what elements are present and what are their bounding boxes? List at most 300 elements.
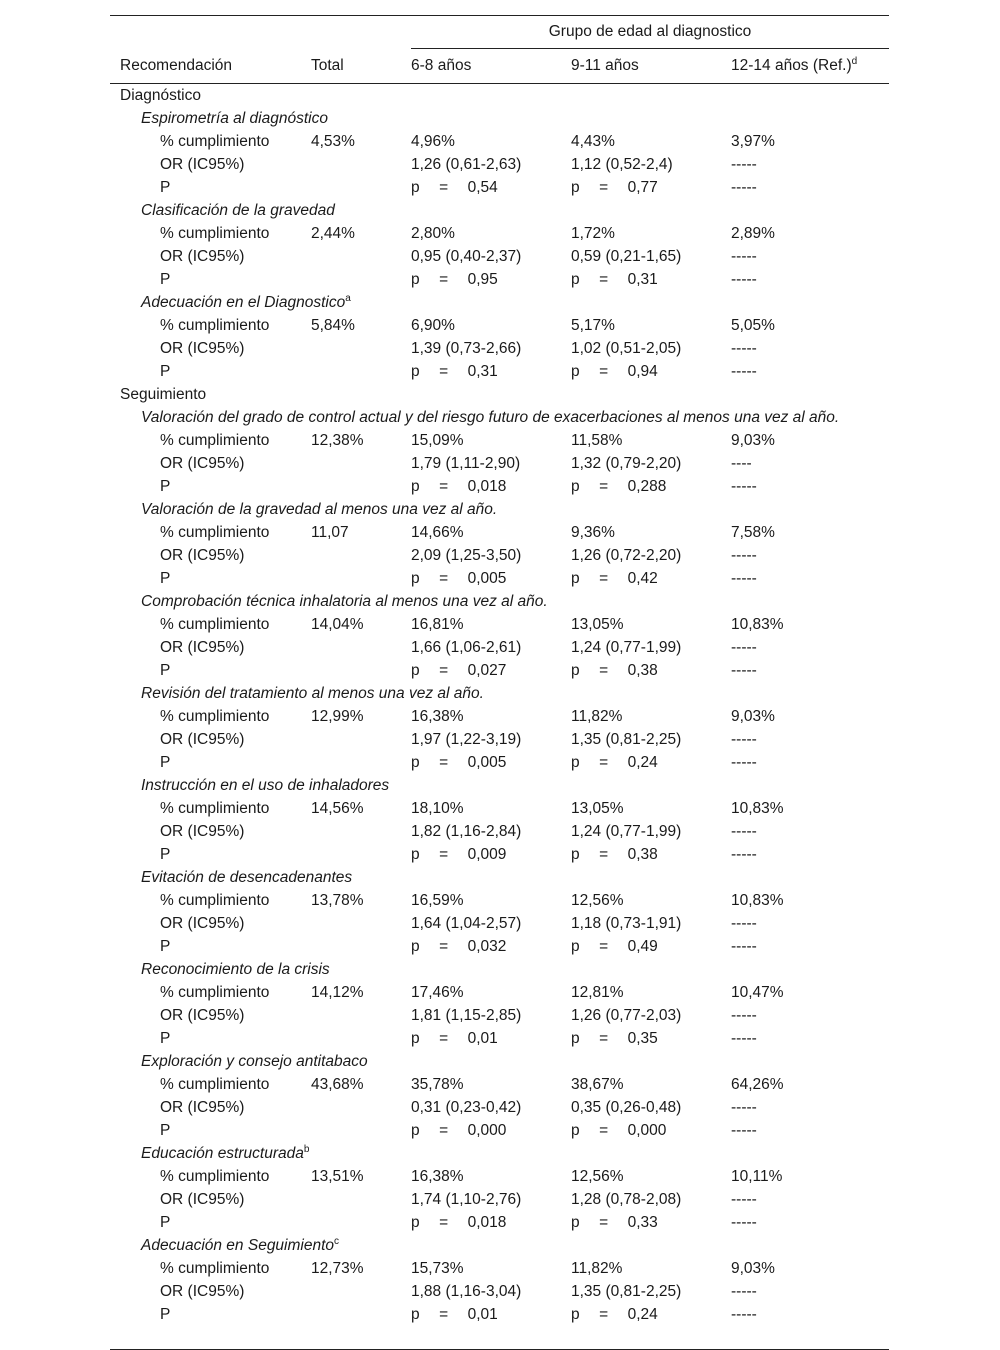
total-value: 4,53% [311,133,355,150]
age-group-header: Grupo de edad al diagnostico [411,16,889,49]
group-12-14-value: ----- [731,1191,757,1208]
p-symbol: p [571,846,580,863]
row-label: OR (IC95%) [160,340,245,357]
group-6-8-value: 15,73% [411,1260,464,1277]
p-symbol: p [571,1306,580,1323]
equals-symbol: = [599,271,609,288]
total-value: 12,73% [311,1260,364,1277]
group-12-14-value: ----- [731,1306,757,1323]
group-9-11-value: 0,59 (0,21-1,65) [571,248,682,265]
row-label: OR (IC95%) [160,248,245,265]
p-value: 0,95 [467,271,498,288]
recommendation-row [110,1142,889,1165]
group-6-8-value: 6,90% [411,317,455,334]
equals-symbol: = [439,938,449,955]
group-12-14-value: ----- [731,823,757,840]
recommendation-name [110,406,889,429]
group-12-14-value: ----- [731,1283,757,1300]
p-value: 0,000 [627,1122,667,1139]
p-value: 0,31 [467,363,498,380]
odds-ratio-row [110,337,889,360]
equals-symbol: = [439,1030,449,1047]
total-value: 13,78% [311,892,364,909]
recommendation-name [110,291,889,314]
recommendation-name [110,682,889,705]
total-value: 14,56% [311,800,364,817]
recommendation-label: Educación estructurada [141,1145,304,1162]
group-6-8-value: 1,79 (1,11-2,90) [411,455,521,472]
group-12-14-value: ----- [731,478,757,495]
group-9-11-value: 12,56% [571,892,624,909]
group-12-14-value: ----- [731,846,757,863]
group-12-14-value: ----- [731,363,757,380]
recommendation-row [110,291,889,314]
p-value-row [110,1303,889,1326]
row-label: OR (IC95%) [160,823,245,840]
p-value-row [110,1211,889,1234]
equals-symbol: = [439,478,449,495]
odds-ratio-row [110,1004,889,1027]
p-symbol: p [411,1306,420,1323]
p-symbol: p [571,938,580,955]
compliance-row [110,705,889,728]
row-label: P [160,662,171,679]
group-6-8-value: 2,09 (1,25-3,50) [411,547,522,564]
equals-symbol: = [599,1214,609,1231]
compliance-row [110,1165,889,1188]
group-9-11-value [571,475,731,498]
group-12-14-value: 9,03% [731,432,775,449]
group-6-8-value: 16,38% [411,708,464,725]
p-value-row [110,567,889,590]
compliance-row [110,981,889,1004]
p-value: 0,49 [627,938,658,955]
p-symbol: p [411,179,420,196]
p-symbol: p [411,846,420,863]
row-label: OR (IC95%) [160,1191,245,1208]
row-label: % cumplimiento [160,133,270,150]
recommendation-name [110,866,889,889]
row-label: P [160,478,171,495]
row-label: % cumplimiento [160,800,270,817]
row-label: OR (IC95%) [160,915,245,932]
row-label: P [160,570,171,587]
group-6-8-value [411,567,571,590]
group-12-14-value: 10,83% [731,892,784,909]
row-label: % cumplimiento [160,708,270,725]
group-6-8-value: 1,81 (1,15-2,85) [411,1007,522,1024]
recommendation-name [110,107,889,130]
group-12-14-value: ----- [731,1007,757,1024]
odds-ratio-row [110,452,889,475]
equals-symbol: = [599,754,609,771]
odds-ratio-row [110,245,889,268]
group-6-8-value [411,268,571,291]
group-6-8-value [411,1119,571,1142]
compliance-row [110,889,889,912]
p-value: 0,018 [467,1214,507,1231]
group-9-11-value: 1,24 (0,77-1,99) [571,823,682,840]
equals-symbol: = [439,570,449,587]
p-value: 0,032 [467,938,507,955]
group-6-8-value: 18,10% [411,800,464,817]
row-label: % cumplimiento [160,1168,270,1185]
recommendation-name [110,1050,889,1073]
row-label: P [160,363,171,380]
group-6-8-value [411,360,571,383]
group-12-14-value: ----- [731,1099,757,1116]
recommendation-label: Adecuación en Seguimiento [141,1237,335,1254]
equals-symbol: = [439,179,449,196]
group-9-11-value: 38,67% [571,1076,624,1093]
group-12-14-value: 10,47% [731,984,784,1001]
group-6-8-value: 16,59% [411,892,464,909]
equals-symbol: = [439,1214,449,1231]
group-6-8-value [411,659,571,682]
group-9-11-value [571,268,731,291]
p-value: 0,018 [467,478,507,495]
group-6-8-value: 14,66% [411,524,464,541]
recommendation-name [110,1234,889,1257]
odds-ratio-row [110,820,889,843]
group-9-11-value: 12,56% [571,1168,624,1185]
col-total-header: Total [311,49,411,84]
group-12-14-value: ----- [731,179,757,196]
col-6-8-header: 6-8 años [411,49,571,84]
group-12-14-value: 7,58% [731,524,775,541]
group-9-11-value [571,1027,731,1050]
p-symbol: p [571,179,580,196]
row-label: P [160,1030,171,1047]
total-value: 12,99% [311,708,364,725]
group-12-14-value: ----- [731,570,757,587]
p-symbol: p [411,1214,420,1231]
row-label: OR (IC95%) [160,455,245,472]
recommendation-row [110,866,889,889]
footnote-marker: b [303,1144,310,1155]
recommendation-row [110,1234,889,1257]
group-12-14-value: ----- [731,662,757,679]
odds-ratio-row [110,912,889,935]
row-label: OR (IC95%) [160,156,245,173]
group-12-14-value: 64,26% [731,1076,784,1093]
group-12-14-value: 3,97% [731,133,775,150]
row-label: % cumplimiento [160,1260,270,1277]
group-6-8-value: 16,81% [411,616,464,633]
group-9-11-value [571,843,731,866]
group-9-11-value [571,751,731,774]
group-6-8-value [411,843,571,866]
group-9-11-value [571,176,731,199]
odds-ratio-row [110,1096,889,1119]
recommendation-name [110,774,889,797]
p-value: 0,42 [627,570,658,587]
group-6-8-value: 4,96% [411,133,455,150]
group-6-8-value: 0,95 (0,40-2,37) [411,248,522,265]
p-value: 0,77 [627,179,658,196]
group-9-11-value: 13,05% [571,800,624,817]
group-6-8-value: 1,88 (1,16-3,04) [411,1283,522,1300]
p-symbol: p [571,754,580,771]
equals-symbol: = [599,570,609,587]
group-9-11-value: 11,82% [571,1260,623,1277]
group-6-8-value: 15,09% [411,432,464,449]
row-label: P [160,1306,171,1323]
group-12-14-value: ----- [731,248,757,265]
row-label: P [160,754,171,771]
p-symbol: p [571,363,580,380]
group-12-14-value: ----- [731,547,757,564]
p-value-row [110,659,889,682]
compliance-row [110,314,889,337]
group-12-14-value: 10,83% [731,800,784,817]
recommendation-label: Reconocimiento de la crisis [141,961,330,978]
recommendation-row [110,682,889,705]
col-recommendation-header: Recomendación [110,49,311,84]
group-12-14-value: ---- [731,455,752,472]
total-value: 43,68% [311,1076,364,1093]
group-12-14-value: ----- [731,754,757,771]
group-9-11-value: 12,81% [571,984,624,1001]
group-12-14-value: ----- [731,639,757,656]
compliance-row [110,797,889,820]
p-value: 0,009 [467,846,507,863]
section-row [110,84,889,108]
group-9-11-value: 5,17% [571,317,615,334]
col-9-11-header: 9-11 años [571,49,731,84]
group-12-14-value: 2,89% [731,225,775,242]
group-9-11-value: 1,24 (0,77-1,99) [571,639,682,656]
group-9-11-value: 0,35 (0,26-0,48) [571,1099,682,1116]
group-6-8-value: 16,38% [411,1168,464,1185]
group-6-8-value: 1,82 (1,16-2,84) [411,823,522,840]
group-12-14-value: ----- [731,340,757,357]
total-value: 13,51% [311,1168,364,1185]
row-label: OR (IC95%) [160,1099,245,1116]
row-label: P [160,179,171,196]
group-12-14-value: 9,03% [731,1260,775,1277]
row-label: P [160,1214,171,1231]
col-12-14-header [731,49,889,84]
group-9-11-value: 1,32 (0,79-2,20) [571,455,682,472]
table-body [110,84,889,1350]
row-label: % cumplimiento [160,1076,270,1093]
p-value: 0,027 [467,662,507,679]
compliance-table [110,15,889,1350]
col-12-14-label: 12-14 años (Ref.) [731,57,852,74]
recommendation-name [110,498,889,521]
row-label: % cumplimiento [160,432,270,449]
odds-ratio-row [110,636,889,659]
total-value: 5,84% [311,317,355,334]
group-12-14-value: ----- [731,1214,757,1231]
equals-symbol: = [599,662,609,679]
p-symbol: p [411,363,420,380]
compliance-row [110,521,889,544]
equals-symbol: = [599,1122,609,1139]
odds-ratio-row [110,544,889,567]
table-bottom-rule [110,1326,889,1350]
p-value-row [110,268,889,291]
total-value: 12,38% [311,432,364,449]
total-value: 2,44% [311,225,355,242]
recommendation-label: Comprobación técnica inhalatoria al menos una vez al año. [141,593,548,610]
recommendation-label: Revisión del tratamiento al menos una vez al año. [141,685,484,702]
group-6-8-value: 0,31 (0,23-0,42) [411,1099,522,1116]
recommendation-label: Valoración del grado de control actual y del riesgo futuro de exacerbaciones al menos una vez al año. [141,409,840,426]
group-6-8-value: 1,26 (0,61-2,63) [411,156,522,173]
group-12-14-value: 10,11% [731,1168,783,1185]
section-row [110,383,889,406]
p-value: 0,01 [467,1030,498,1047]
row-label: % cumplimiento [160,892,270,909]
equals-symbol: = [599,846,609,863]
equals-symbol: = [439,1122,449,1139]
recommendation-label: Espirometría al diagnóstico [141,110,328,127]
compliance-row [110,613,889,636]
p-symbol: p [411,662,420,679]
group-9-11-value: 11,58% [571,432,623,449]
compliance-row [110,1257,889,1280]
section-title: Seguimiento [120,386,207,403]
row-label: OR (IC95%) [160,731,245,748]
row-label: P [160,1122,171,1139]
p-symbol: p [411,1122,420,1139]
group-6-8-value: 1,74 (1,10-2,76) [411,1191,522,1208]
p-value: 0,005 [467,570,507,587]
equals-symbol: = [439,271,449,288]
row-label: OR (IC95%) [160,1007,245,1024]
group-9-11-value [571,567,731,590]
group-6-8-value: 1,97 (1,22-3,19) [411,731,522,748]
header-row-group [110,16,889,49]
row-label: OR (IC95%) [160,639,245,656]
recommendation-name [110,1142,889,1165]
equals-symbol: = [599,363,609,380]
p-value: 0,31 [627,271,658,288]
row-label: % cumplimiento [160,984,270,1001]
row-label: % cumplimiento [160,225,270,242]
row-label: % cumplimiento [160,317,270,334]
p-value: 0,94 [627,363,658,380]
group-9-11-value: 1,72% [571,225,615,242]
group-9-11-value: 1,35 (0,81-2,25) [571,1283,682,1300]
group-9-11-value: 1,26 (0,72-2,20) [571,547,682,564]
odds-ratio-row [110,153,889,176]
group-9-11-value [571,1211,731,1234]
p-symbol: p [411,938,420,955]
p-value-row [110,1027,889,1050]
group-6-8-value [411,751,571,774]
p-symbol: p [411,1030,420,1047]
p-value: 0,01 [467,1306,498,1323]
recommendation-label: Clasificación de la gravedad [141,202,335,219]
recommendation-label: Valoración de la gravedad al menos una vez al año. [141,501,498,518]
p-symbol: p [411,570,420,587]
recommendation-name [110,590,889,613]
group-6-8-value [411,1211,571,1234]
recommendation-name [110,958,889,981]
group-6-8-value: 35,78% [411,1076,464,1093]
p-value-row [110,475,889,498]
p-symbol: p [571,570,580,587]
group-12-14-value: ----- [731,938,757,955]
recommendation-row [110,199,889,222]
row-label: OR (IC95%) [160,547,245,564]
group-9-11-value: 9,36% [571,524,615,541]
group-9-11-value [571,935,731,958]
recommendation-row [110,498,889,521]
recommendation-row [110,1050,889,1073]
group-12-14-value: ----- [731,271,757,288]
row-label: P [160,271,171,288]
p-value: 0,288 [627,478,667,495]
equals-symbol: = [599,179,609,196]
p-value-row [110,360,889,383]
recommendation-row [110,107,889,130]
group-6-8-value [411,935,571,958]
recommendation-label: Evitación de desencadenantes [141,869,353,886]
group-9-11-value: 4,43% [571,133,615,150]
compliance-row [110,1073,889,1096]
p-value: 0,005 [467,754,507,771]
equals-symbol: = [599,478,609,495]
row-label: P [160,846,171,863]
group-6-8-value: 2,80% [411,225,455,242]
group-6-8-value: 17,46% [411,984,464,1001]
header-row-columns [110,49,889,84]
p-value: 0,000 [467,1122,507,1139]
group-12-14-value: ----- [731,1030,757,1047]
recommendation-row [110,406,889,429]
group-9-11-value [571,1303,731,1326]
row-label: % cumplimiento [160,524,270,541]
group-6-8-value [411,1027,571,1050]
group-9-11-value: 1,26 (0,77-2,03) [571,1007,682,1024]
p-value: 0,24 [627,1306,658,1323]
recommendation-label: Instrucción en el uso de inhaladores [141,777,390,794]
footnote-marker: a [345,293,351,304]
equals-symbol: = [599,1030,609,1047]
p-symbol: p [571,478,580,495]
odds-ratio-row [110,1280,889,1303]
equals-symbol: = [439,846,449,863]
p-symbol: p [571,1030,580,1047]
p-value-row [110,935,889,958]
recommendation-name [110,199,889,222]
p-value: 0,35 [627,1030,658,1047]
group-9-11-value: 1,18 (0,73-1,91) [571,915,682,932]
footnote-marker: c [334,1236,340,1247]
p-symbol: p [571,1122,580,1139]
group-9-11-value [571,659,731,682]
compliance-row [110,429,889,452]
p-value: 0,38 [627,846,658,863]
group-9-11-value [571,1119,731,1142]
compliance-row [110,130,889,153]
equals-symbol: = [439,363,449,380]
p-value-row [110,1119,889,1142]
p-value: 0,54 [467,179,498,196]
group-9-11-value: 1,28 (0,78-2,08) [571,1191,682,1208]
odds-ratio-row [110,728,889,751]
total-value: 14,12% [311,984,364,1001]
group-9-11-value: 11,82% [571,708,623,725]
compliance-row [110,222,889,245]
equals-symbol: = [439,754,449,771]
p-value: 0,38 [627,662,658,679]
p-symbol: p [571,271,580,288]
